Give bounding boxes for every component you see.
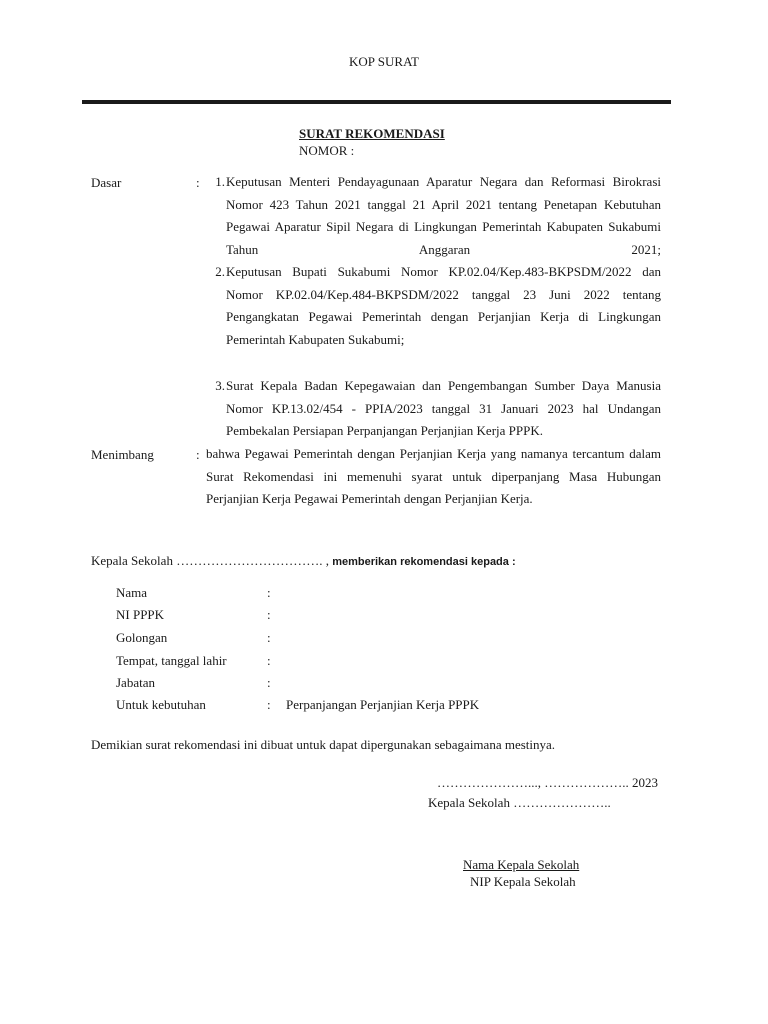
dasar-colon: : [196,175,200,190]
recommendation-statement [91,553,516,569]
signatory-title: Kepala Sekolah ………………….. [428,795,611,810]
letter-title: SURAT REKOMENDASI [299,126,445,141]
field-colon: : [267,630,271,645]
dasar-item-number: 2. [215,264,225,279]
dasar-item-number: 3. [215,378,225,393]
field-label-jabatan: Jabatan [116,675,155,690]
dasar-label: Dasar [91,175,122,190]
dasar-item-text: Surat Kepala Badan Kepegawaian dan Pengembangan Sumber Daya Manusia Nomor KP.13.02/454 - PPIA/2023 tanggal 31 Januari 2023 hal Undangan Pembekalan Persiapan Perpanjangan Perjanjian Kerja PPPK. [226,378,661,438]
letterhead-label: KOP SURAT [349,54,419,69]
dasar-item-text: Keputusan Menteri Pendayagunaan Aparatur Negara dan Reformasi Birokrasi Nomor 423 Tahun 2021 tanggal 21 April 2021 tentang Penetapan Kebutuhan Pegawai Aparatur Sipil Negara di Lingkungan Pemerintah Kabupaten Sukabumi Tahun Anggaran 2021; [226,174,661,257]
field-label-untuk-kebutuhan: Untuk kebutuhan [116,697,206,712]
menimbang-text: bahwa Pegawai Pemerintah dengan Perjanjian Kerja yang namanya tercantum dalam Surat Rekomendasi ini memenuhi syarat untuk diperpanjang Masa Hubungan Perjanjian Kerja Pegawai Pemerintah dengan Perjanjian Kerja. [206,446,661,506]
dasar-item-number: 1. [215,174,225,189]
menimbang-label: Menimbang [91,447,154,462]
field-label-nama: Nama [116,585,148,600]
field-label-ni-pppk: NI PPPK [116,607,165,622]
closing-statement: Demikian surat rekomendasi ini dibuat untuk dapat dipergunakan sebagaimana mestinya. [91,737,556,752]
field-colon: : [267,585,271,600]
signatory-nip: NIP Kepala Sekolah [470,874,576,889]
dasar-item-2 [207,261,661,351]
recommendation-prefix: Kepala Sekolah ……………………………. , [91,553,329,568]
menimbang-colon: : [196,447,200,462]
dasar-item-3 [207,375,661,443]
field-colon: : [267,653,271,668]
field-colon: : [267,697,271,712]
letter-number: NOMOR : [299,143,355,158]
field-colon: : [267,607,271,622]
signatory-name: Nama Kepala Sekolah [463,857,580,872]
field-label-tempat-tanggal-lahir: Tempat, tanggal lahir [116,653,227,668]
field-value-untuk-kebutuhan: Perpanjangan Perjanjian Kerja PPPK [286,697,480,712]
place-date-line: …………………..., ……………….. 2023 [437,775,658,790]
field-colon: : [267,675,271,690]
dasar-item-1 [207,171,661,261]
dasar-item-text: Keputusan Bupati Sukabumi Nomor KP.02.04/Kep.483-BKPSDM/2022 dan Nomor KP.02.04/Kep.484-BKPSDM/2022 tanggal 23 Juni 2022 tentang Pengangkatan Pegawai Pemerintah dengan Perjanjian Kerja di Lingkungan Pemerintah Kabupaten Sukabumi; [226,264,661,347]
field-label-golongan: Golongan [116,630,168,645]
recommendation-bold-text: memberikan rekomendasi kepada : [332,556,516,568]
letterhead-divider [82,100,671,104]
